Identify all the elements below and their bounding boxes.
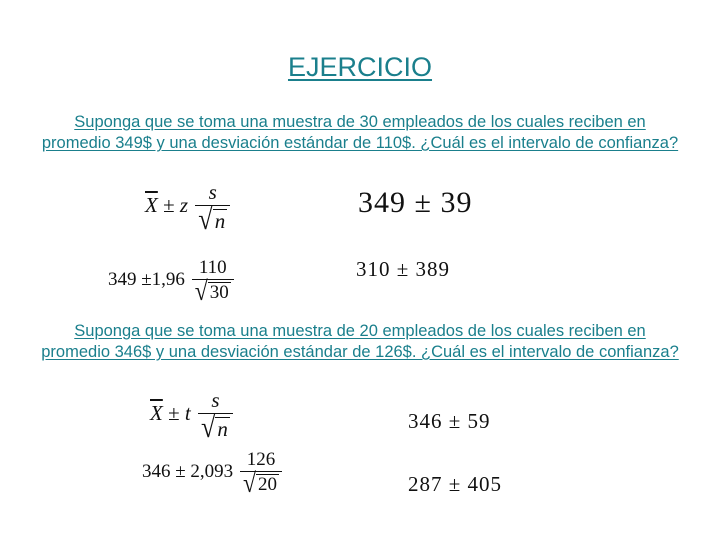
substitution-2 [142,449,282,499]
formula-1-pm: ± [163,192,175,217]
result-1a: 349 ± 39 [358,186,473,219]
formula-2-denominator: n [217,416,228,441]
formula-2-pm: ± [168,400,180,425]
substitution-2-fraction [240,449,282,499]
formula-1 [145,180,230,237]
substitution-1-denominator: 30 [209,282,229,304]
formula-1-coef: z [179,192,189,217]
result-2a: 346 ± 59 [408,409,491,433]
substitution-1 [108,257,234,307]
formula-2-numerator: s [211,388,220,412]
substitution-1-numerator: 110 [198,257,227,278]
formula-2-fraction [198,388,233,445]
formula-1-sqrt: √ n [198,202,226,237]
formula-2 [150,388,233,445]
substitution-2-denominator: 20 [257,474,277,496]
substitution-2-numerator: 126 [246,449,276,470]
result-2b: 287 ± 405 [408,472,503,496]
substitution-1-lead: 349 ±1,96 [108,269,185,291]
substitution-1-sqrt: √ 30 [194,276,229,307]
substitution-2-sqrt: √ 20 [242,468,277,499]
problem-2-text: Suponga que se toma una muestra de 20 empleados de los cuales reciben en promedio 346$ y una desviación estándar de 126$. ¿Cuál es el intervalo de confianza? [41,322,679,361]
formula-1-xbar: $\overline{X}$ [145,192,158,217]
formula-1-denominator: n [214,208,226,233]
formula-1-fraction [195,180,230,237]
formula-2-xbar: $\overline{X}$ [150,400,163,425]
page-title: EJERCICIO [287,52,433,82]
formula-1-numerator: s [208,180,217,204]
substitution-1-fraction [192,257,234,307]
result-1b: 310 ± 389 [356,257,451,281]
substitution-2-lead: 346 ± 2,093 [142,461,234,483]
problem-1-text: Suponga que se toma una muestra de 30 empleados de los cuales reciben en promedio 349$ y una desviación estándar de 110$. ¿Cuál es el intervalo de confianza? [41,113,679,152]
formula-2-coef: t [184,400,191,425]
formula-2-sqrt: √ n [200,410,228,445]
